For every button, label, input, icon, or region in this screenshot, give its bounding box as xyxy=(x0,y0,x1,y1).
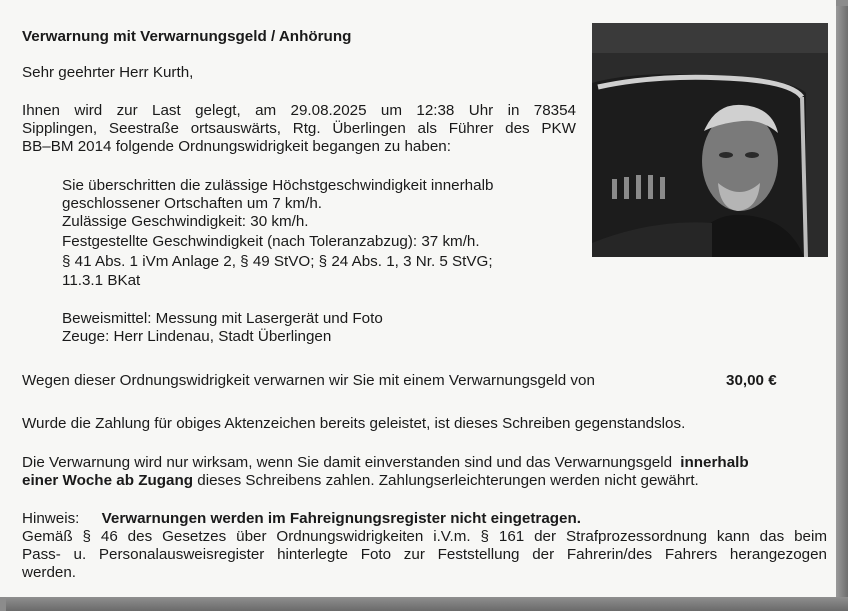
hint-label: Hinweis: xyxy=(22,510,80,527)
hint-line: werden. xyxy=(22,564,77,581)
intro-line: BB–BM 2014 folgende Ordnungswidrigkeit begangen zu haben: xyxy=(22,138,451,155)
fine-amount: 30,00 € xyxy=(726,372,777,389)
page-shadow-right xyxy=(836,6,848,611)
hint-line: Gemäß § 46 des Gesetzes über Ordnungswidrigkeiten i.V.m. § 161 der Strafprozessordnung kann das beim xyxy=(22,528,827,545)
offense-line: Sie überschritten die zulässige Höchstgeschwindigkeit innerhalb xyxy=(62,177,494,194)
evidence-line: Beweismittel: Messung mit Lasergerät und Foto xyxy=(62,310,383,327)
driver-photo xyxy=(592,23,828,257)
paid-notice: Wurde die Zahlung für obiges Aktenzeichen bereits geleistet, ist dieses Schreiben gegenstandslos. xyxy=(22,415,686,432)
validity-text: dieses Schreibens zahlen. Zahlungserleichterungen werden nicht gewährt. xyxy=(197,472,699,489)
witness-line: Zeuge: Herr Lindenau, Stadt Überlingen xyxy=(62,328,332,345)
validity-bold-deadline: einer Woche ab Zugang xyxy=(22,472,194,489)
offense-line: geschlossener Ortschaften um 7 km/h. xyxy=(62,195,322,212)
offense-line: 11.3.1 BKat xyxy=(62,272,141,289)
validity-text: Die Verwarnung wird nur wirksam, wenn Sie damit einverstanden sind und das Verwarnungsgeld xyxy=(22,454,673,471)
hint-bold: Verwarnungen werden im Fahreignungsregister nicht eingetragen. xyxy=(101,510,581,527)
intro-line: Sipplingen, Seestraße ortsauswärts, Rtg. Überlingen als Führer des PKW xyxy=(22,120,576,137)
salutation: Sehr geehrter Herr Kurth, xyxy=(22,64,194,81)
fine-text: Wegen dieser Ordnungswidrigkeit verwarnen wir Sie mit einem Verwarnungsgeld von xyxy=(22,372,595,389)
offense-line: Festgestellte Geschwindigkeit (nach Toleranzabzug): 37 km/h. xyxy=(62,233,480,250)
offense-line: § 41 Abs. 1 iVm Anlage 2, § 49 StVO; § 24 Abs. 1, 3 Nr. 5 StVG; xyxy=(62,253,493,270)
validity-bold-deadline: innerhalb xyxy=(680,454,749,471)
hint-line: Pass- u. Personalausweisregister hinterlegte Foto zur Feststellung der Fahrerin/des Fahrers herangezogen xyxy=(22,546,827,563)
page-shadow-bottom xyxy=(6,597,848,611)
letter-title: Verwarnung mit Verwarnungsgeld / Anhörung xyxy=(22,28,352,45)
intro-line: Ihnen wird zur Last gelegt, am 29.08.2025 um 12:38 Uhr in 78354 xyxy=(22,102,576,119)
offense-line: Zulässige Geschwindigkeit: 30 km/h. xyxy=(62,213,309,230)
